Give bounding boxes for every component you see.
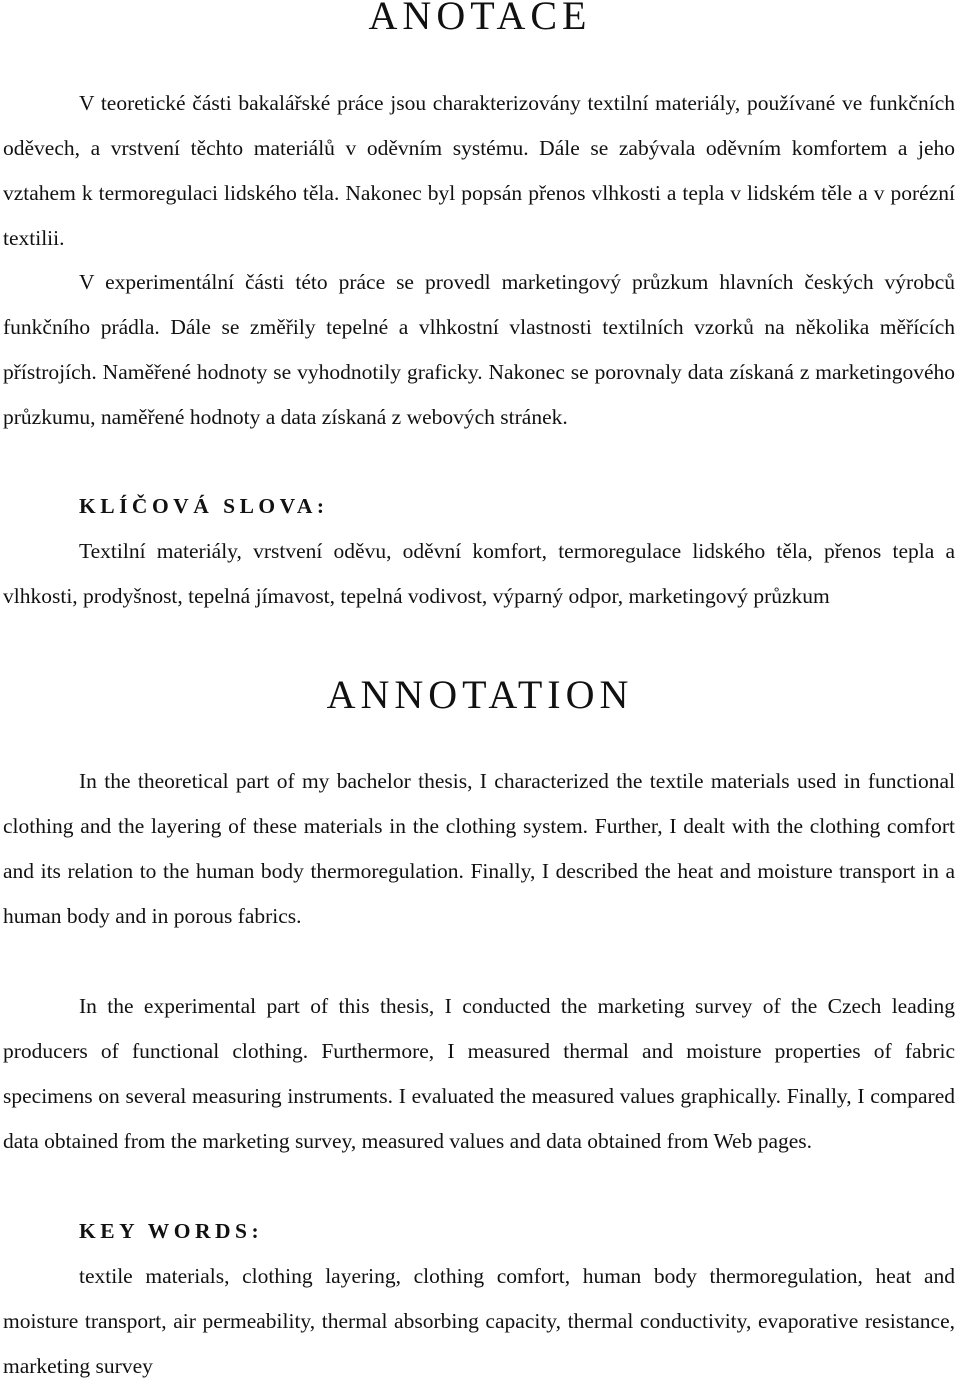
czech-paragraph-experiment: V experimentální části této práce se provedl marketingový průzkum hlavních českých výrobců funkčního prádla. Dále se změřily tepelné a vlhkostní vlastnosti textilních vzorků na několika měřících přístrojích. Naměřené hodnoty se vyhodnotily graficky. Nakonec se porovnaly data získaná z marketingového průzkumu, naměřené hodnoty a data získaná z webových stránek. xyxy=(3,270,955,429)
czech-annotation-title: ANOTACE xyxy=(368,0,592,38)
czech-keywords-list: Textilní materiály, vrstvení oděvu, oděvní komfort, termoregulace lidského těla, přenos tepla a vlhkosti, prodyšnost, tepelná jímavost, tepelná vodivost, výparný odpor, marketingový průzkum xyxy=(3,539,955,608)
czech-keywords-title: KLÍČOVÁ SLOVA: xyxy=(79,494,329,518)
english-annotation-title: ANNOTATION xyxy=(326,672,634,717)
czech-paragraph-theory: V teoretické části bakalářské práce jsou charakterizovány textilní materiály, používané ve funkčních oděvech, a vrstvení těchto materiálů v oděvním systému. Dále se zabývala oděvním komfortem a jeho vztahem k termoregulaci lidského těla. Nakonec byl popsán přenos vlhkosti a tepla v lidském těle a v porézní textilii. xyxy=(3,91,955,250)
english-keywords-title: KEY WORDS: xyxy=(79,1219,264,1243)
english-paragraph-theory: In the theoretical part of my bachelor thesis, I characterized the textile materials used in functional clothing and the layering of these materials in the clothing system. Further, I dealt with the clothing comfort and its relation to the human body thermoregulation. Finally, I described the heat and moisture transport in a human body and in porous fabrics. xyxy=(3,769,955,928)
english-keywords-list: textile materials, clothing layering, clothing comfort, human body thermoregulation, heat and moisture transport, air permeability, thermal absorbing capacity, thermal conductivity, evaporative resistance, marketing survey xyxy=(3,1264,955,1378)
english-paragraph-experiment: In the experimental part of this thesis, I conducted the marketing survey of the Czech leading producers of functional clothing. Furthermore, I measured thermal and moisture properties of fabric specimens on several measuring instruments. I evaluated the measured values graphically. Finally, I compared data obtained from the marketing survey, measured values and data obtained from Web pages. xyxy=(3,994,955,1153)
